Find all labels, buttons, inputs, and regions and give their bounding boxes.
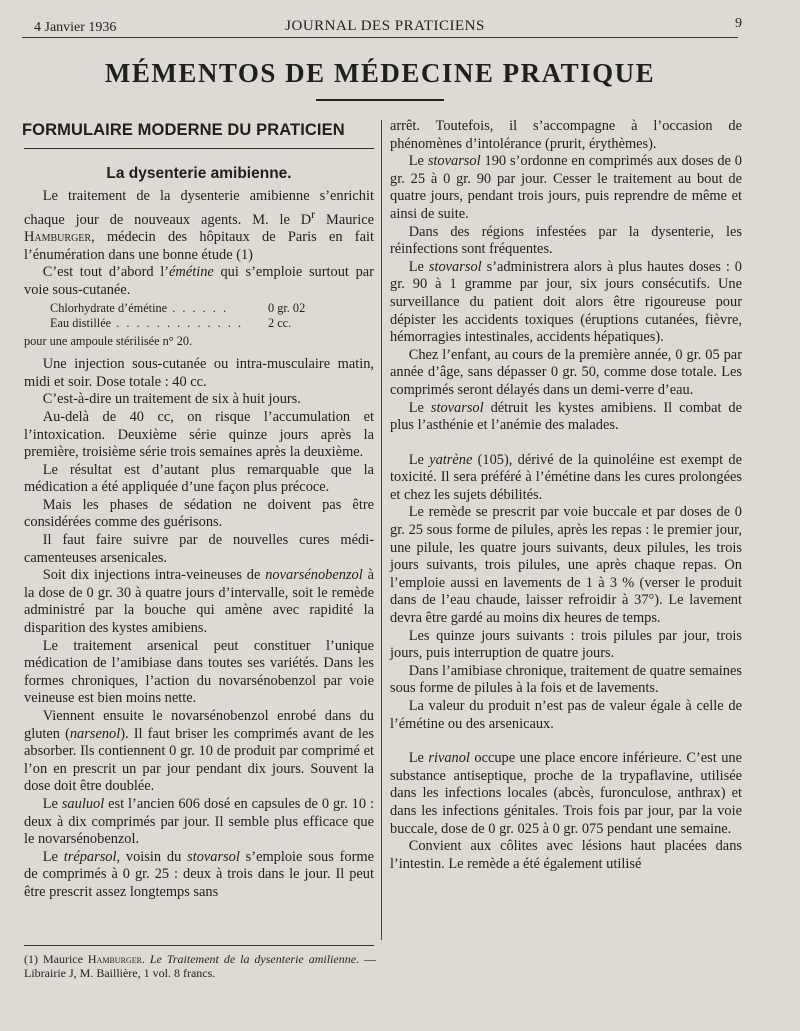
- section-heading: FORMULAIRE MODERNE DU PRATICIEN: [22, 121, 345, 139]
- paragraph: La valeur du produit n’est pas de valeur égale à celle de l’émétine ou des arsenicaux.: [390, 698, 742, 732]
- paragraph: Viennent ensuite le novarsénobenzol enrobé dans du gluten (narsenol). Il faut briser les comprimés avant de les absorber. Ils contiennent 0 gr. 10 de produit par comprimé et l’on en prescrit un par jour pendant dix jours. Souvent la dose doit être doublée.: [24, 708, 374, 795]
- formula-row: Eau distillée . . . . . . . . . . . . . 2 cc.: [50, 315, 292, 330]
- left-column: [24, 118, 374, 902]
- article-title: La dysenterie amibienne.: [106, 164, 292, 182]
- paragraph: Le stovarsol 190 s’ordonne en comprimés aux doses de 0 gr. 25 à 0 gr. 90 par jour. Cesser le traitement au bout de quatre jours, pendant trois jours, puis reprendre de même et ainsi de suite.: [390, 153, 742, 222]
- page-number: 9: [735, 16, 742, 31]
- paragraph: Dans l’amibiase chronique, traitement de quatre semaines sous forme de pilules à la fois et de lavements.: [390, 662, 742, 697]
- paragraph: C’est tout d’abord l’émétine qui s’emploie surtout par voie sous-cutanée.: [24, 264, 374, 298]
- paragraph: Les quinze jours suivants : trois pilules par jour, trois jours, puis interruption de quatre jours.: [390, 627, 742, 662]
- paragraph: Le stovarsol s’administrera alors à plus hautes doses : 0 gr. 90 à 1 gramme par jour, six jours consécutifs. Une surveillance du patient doit alors être rigoureuse pour dépister les accidents toxiques (éruptions cutanées, fièvre, hémorragies intestinales, accidents hépatiques).: [390, 258, 742, 346]
- paragraph: Le remède se prescrit par voie buccale et par doses de 0 gr. 25 sous forme de pilules, après les repas : le premier jour, une pilule, les quatre jours suivants, deux pilules, les trois jours suivants, trois pilules, une après chaque repas. On l’emploie aussi en lavements de 1 à 3 % (verser le produit dans de l’eau chaude, laisser refroidir à 37°). Le lavement devra être gardé au moins dix heures de temps.: [390, 504, 742, 627]
- main-title: MÉMENTOS DE MÉDECINE PRATIQUE: [104, 58, 656, 88]
- title-rule: [316, 99, 444, 101]
- paragraph: C’est-à-dire un traitement de six à huit jours.: [42, 391, 301, 408]
- formula-row: Chlorhydrate d’émétine . . . . . . 0 gr. 02: [50, 300, 306, 315]
- paragraph: Convient aux côlites avec lésions haut placées dans l’intestin. Le remède a été également utilisé: [390, 838, 742, 872]
- paragraph: Le tréparsol, voisin du stovarsol s’emploie sous forme de comprimés à 0 gr. 25 : deux à trois dans le jour. Il peut être prescrit assez longtemps sans: [24, 848, 374, 900]
- paragraph: Le stovarsol détruit les kystes amibiens. Il combat de plus l’asthénie et l’anémie des malades.: [390, 399, 742, 434]
- section-rule: [24, 148, 374, 149]
- formula-note: pour une ampoule stérilisée n° 20.: [24, 333, 193, 348]
- paragraph: Le résultat est d’autant plus remarquable que la médication a été appliquée d’une façon plus précoce.: [24, 461, 374, 496]
- footnote-rule: [24, 945, 374, 946]
- paragraph-gap: [390, 733, 742, 750]
- prescription-formula: [24, 301, 374, 331]
- issue-date: 4 Janvier 1936: [34, 20, 117, 35]
- paragraph: Dans des régions infestées par la dysenterie, les réinfections sont fréquentes.: [390, 223, 742, 258]
- paragraph: Le rivanol occupe une place encore inférieure. C’est une substance antiseptique, proche de la trypaflavine, utilisée dans les infections locales (abcès, furonculose, anthrax) et dans les infections génitales. Trois fois par jour, par la voie buccale, dose de 0 gr. 025 à 0 gr. 075 pendant une semaine.: [390, 750, 742, 837]
- paragraph: Chez l’enfant, au cours de la première année, 0 gr. 05 par année d’âge, sans dépasser 0 gr. 50, comme dose totale. Les comprimés seront délayés dans un demi-verre d’eau.: [390, 346, 742, 398]
- paragraph: Le sauluol est l’ancien 606 dosé en capsules de 0 gr. 10 : deux à dix comprimés par jour. Il semble plus efficace que le novarsénobenzol.: [24, 795, 374, 848]
- paragraph: Le traitement de la dysenterie amibienne s’enrichit chaque jour de nouveaux agents. M. le $D^r$ Maurice Hamburger, médecin des hôpitaux de Paris en fait l’énumération dans une bonne étude (1): [24, 188, 374, 263]
- paragraph: Le yatrène (105), dérivé de la quinoléine est exempt de toxicité. Il sera préféré à l’émétine dans les cures prolongées et chez les sujets débilités.: [390, 451, 742, 503]
- paragraph: Mais les phases de sédation ne doivent pas être considérées comme des guérisons.: [24, 496, 374, 531]
- paragraph: Soit dix injections intra-veineuses de novarsénobenzol à la dose de 0 gr. 30 à quatre jours d’intervalle, soit le remède administré par la bouche qui amène avec rapidité la disparition des kystes amibiens.: [24, 567, 374, 637]
- paragraph-gap: [390, 435, 742, 452]
- right-column: [390, 118, 742, 873]
- paragraph: Une injection sous-cutanée ou intra-musculaire matin, midi et soir. Dose totale : 40 cc.: [24, 356, 374, 390]
- header-rule: [22, 37, 738, 38]
- paragraph: Au-delà de 40 cc, on risque l’accumulation et l’intoxication. Deuxième série quinze jours après la première, troisième série trois semaines après la deuxième.: [24, 408, 374, 461]
- paragraph: Il faut faire suivre par de nouvelles cures médicamenteuses arsenicales.: [24, 532, 374, 566]
- paragraph: arrêt. Toutefois, il s’accompagne à l’occasion de phénomènes d’intolérance (prurit, érythèmes).: [390, 118, 742, 152]
- paragraph: Le traitement arsenical peut constituer l’unique médication de l’amibiase dans toutes ses variétés. Dans les formes chroniques, l’action du novarsénobenzol par voie veineuse est bien moins nette.: [24, 637, 374, 707]
- column-divider: [381, 120, 382, 940]
- journal-name: JOURNAL DES PRATICIENS: [285, 18, 485, 34]
- running-head: [30, 14, 740, 36]
- footnote: (1) Maurice Hamburger. Le Traitement de la dysenterie amilienne. — Librairie J, M. Baillière, 1 vol. 8 francs.: [24, 952, 376, 980]
